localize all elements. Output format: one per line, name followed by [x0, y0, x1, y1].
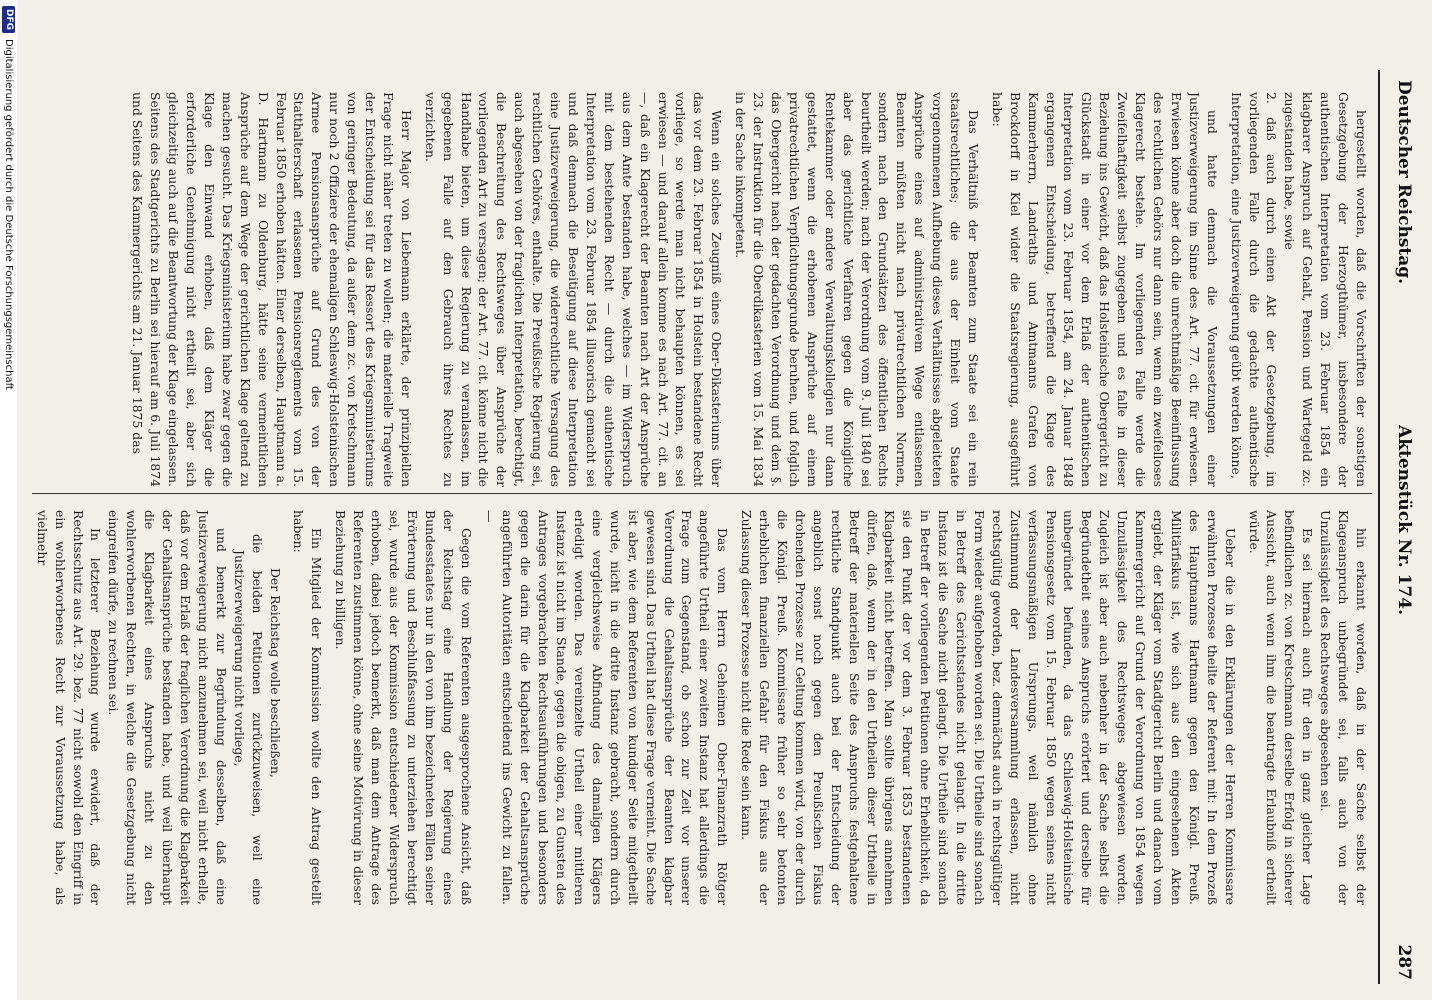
dfg-logo: DFG	[2, 6, 15, 33]
column-divider	[32, 493, 1372, 494]
funding-credit: Digitalisierung gefördert durch die Deutsche Forschungsgemeinschaft	[3, 39, 14, 390]
paragraph: und bemerkt zur Begründung desselben, daß eine Justizverweigerung nicht anzunehmen sei, weil nicht erhelle, daß vor dem Erlaß der fraglichen Verordnung die Klagbarkeit der Gehaltsansprüche bestanden habe, und weil überhaupt die Klagbarkeit eines Anspruchs nicht zu den wohlerworbenen Rechten, in welche die Gesetzgebung nicht eingreifen dürfe, zu rechnen sei.	[106, 510, 229, 905]
paragraph: und hatte demnach die Voraussetzungen einer Justizverweigerung im Sinne des Art. 77. cit. für erwiesen. Erwiesen könne aber doch die unrechtmäßige Beeinflussung des rechtlichen Gehörs nur dann sein, wenn ein zweifelloses Klagerecht bestehe. Im vorliegenden Falle werde die Zweifelhaftigkeit selbst zugegeben und es falle in dieser Beziehung ins Gewicht, daß das Holsteinische Obergericht zu Glückstadt in einer vor dem Erlaß der authentischen Interpretation vom 23. Februar 1854, am 24. Januar 1848 ergangenen Entscheidung, betreffend die Klage des Kammerherrn, Landraths und Amtmanns Grafen von Brockdorff in Kiel wider die Staatsregierung, ausgeführt habe:	[989, 92, 1220, 487]
running-head-title: Deutscher Reichstag.	[1394, 80, 1414, 285]
motion-heading: Der Reichstag wolle beschließen,	[267, 568, 283, 778]
paragraph: Es sei hiernach auch für den in ganz gleicher Lage befindlichen zc. von Kretschmann derselbe Erfolg in sicherer Aussicht, auch wenn ihm die beantragte Erlaubniß ertheilt würde.	[1246, 510, 1316, 905]
paragraph: Gegen die vom Referenten ausgesprochene Ansicht, daß der Reichstag eine Handlung der Regierung eines Bundesstaates nur in den von ihm bezeichneten Fällen seiner Erörterung und Beschlußfassung zu unterziehen berechtigt sei, wurde aus der Kommission entschiedener Widerspruch erhoben, dabei jedoch bemerkt, daß man dem Antrage des Referenten zustimmen könne, ohne seine Motivirung in dieser Beziehung zu billigen.	[333, 510, 474, 905]
paragraph: hergestellt worden, daß die Vorschriften der sonstigen Gesetzgebung der Herzogthümer, insbesondere der authentischen Interpretation vom 23. Februar 1854 ein klagbarer Anspruch auf Gehalt, Pension und Wartegeld zc. zugestanden habe, sowie	[1282, 92, 1369, 487]
running-head	[1386, 80, 1426, 980]
paragraph: hin erkannt worden, daß in der Sache selbst der Klageanspruch unbegründet sei, falls auch von der Unzulässigkeit des Rechtsweges abgesehen sei.	[1318, 510, 1369, 905]
paragraph: In letzterer Beziehung wurde erwidert, daß der Rechtsschutz aus Art. 29. bez. 77 nicht sowohl den Eingriff in ein wohlerworbenes Recht zur Voraussetzung habe, als vielmehr	[34, 510, 104, 905]
running-head-item: Aktenstück Nr. 174.	[1394, 425, 1414, 616]
paragraph: Ueber die in den Erklärungen der Herren Kommissare erwähnten Prozesse theilte der Referent mit: In dem Prozeß des Hauptmanns Hartmann gegen den Königl. Preuß. Militärfiskus ist, wie sich aus den eingesehenen Akten ergiebt, der Kläger vom Stadtgericht Berlin und danach vom Kammergericht auf Grund der Verordnung von 1854 wegen Unzulässigkeit des Rechtsweges abgewiesen worden. Zugleich ist aber auch nebenher in der Sache selbst die Begründetheit seines Anspruchs erörtert und derselbe für unbegründet befunden, da das Schleswig-Holsteinische Pensionsgesetz vom 15. Februar 1850 wegen seines nicht verfassungsmäßigen Ursprungs, weil nämlich ohne Zustimmung der Landesversammlung erlassen, nicht rechtsgültig geworden, bez. demnächst auch in rechtsgültiger Form wieder aufgehoben worden sei. Die Urtheile sind sonach in Betreff des Gerichtsstandes nicht gelangt. In die dritte Instanz ist die Sache nicht gelangt. Die Urtheile sind sonach in Betreff der vorliegenden Petitionen ohne Erheblichkeit, da sie den Punkt der vor dem 3. Februar 1853 bestandenen Klagbarkeit nicht betreffen. Man sollte übrigens annehmen dürfen, daß, wenn der in den Urtheilen dieser Urtheile in Betreff der materiellen Seite des Anspruchs festgehaltene rechtliche Standpunkt auch bei der Entscheidung der angeblich sonst noch gegen den Preußischen Fiskus drohenden Prozesse zur Geltung kommen wird, von der durch die Königl. Preuß. Kommissare früher so sehr betonten erheblichen finanziellen Gefahr für den Fiskus aus der Zulassung dieser Prozesse nicht die Rede sein kann.	[739, 510, 1238, 905]
paragraph: Das Verhältniß der Beamten zum Staate sei ein rein staatsrechtliches; die aus der Einheit vom Staate vorgenommenen Aufhebung dieses Verhältnisses abgeleiteten Ansprüche eines auf administrativem Wege entlassenen Beamten müßten nicht nach privatrechtlichen Normen, sondern nach den Grundsätzen des öffentlichen Rechts beurtheilt werden; nach der Verordnung vom 9. Juli 1840 sei aber das gerichtliche Verfahren gegen die Königliche Rentekammer oder andere Verwaltungskollegien nur dann gestattet, wenn die erhobenen Ansprüche auf einem privatrechtlichen Verpflichtungsgrunde beruhen, und folglich das Obergericht nach der gedachten Verordnung und dem §. 23. der Instruktion für die Oberdikasterien vom 15. Mai 1834 in der Sache inkompetent.	[733, 92, 981, 487]
left-column	[30, 92, 1370, 487]
motion-text: die beiden Petitionen zurückzuweisen, weil eine Justizverweigerung nicht vorliege,	[231, 534, 265, 905]
funding-credit-band	[0, 0, 17, 1000]
page-number: 287	[1394, 944, 1414, 980]
paragraph: Das vom Herrn Geheimen Ober-Finanzrath Rötger angeführte Urtheil einer zweiten Instanz hat allerdings die Frage zum Gegenstand, ob schon zur Zeit vor unserer Verordnung die Gehaltsansprüche der Beamten klagbar gewesen sind. Das Urtheil hat diese Frage verneint. Die Sache ist aber, wie dem Referenten von kundiger Seite mitgetheilt wurde, nicht in die dritte Instanz gebracht, sondern durch eine vergleichsweise Abfindung des damaligen Klägers erledigt worden. Das vereinzelte Urtheil einer mittleren Instanz ist nicht im Stande, gegen die obigen, zu Gunsten des Antrages vorgebrachten Rechtsausführungen und besonders gegen die darin für die Klagbarkeit der Gehaltsansprüche angeführten Autoritäten entscheidend ins Gewicht zu fallen. —	[482, 510, 731, 905]
paragraph: Herr Major von Liebemann erklärte, der prinzipiellen Frage nicht näher treten zu wollen; die materielle Tragweite der Entscheidung sei für das Ressort des Kriegsministeriums von geringer Bedeutung, da außer dem zc. von Kretschmann nur noch 2 Offiziere der ehemaligen Schleswig-Holsteinischen Armee Pensionsansprüche auf Grund des von der Statthalterschaft erlassenen Pensionsreglements vom 15. Februar 1850 erhoben hätten. Einer derselben, Hauptmann a. D. Hartmann zu Oldenburg, hätte seine vermeintlichen Ansprüche auf dem Wege der gerichtlichen Klage geltend zu machen gesucht. Das Kriegsministerium habe zwar gegen die Klage den Einwand erhoben, daß dem Kläger die erforderliche Genehmigung nicht ertheilt sei, aber sich gleichzeitig auch auf die Beantwortung der Klage eingelassen. Seitens des Stadtgerichts zu Berlin sei hierauf am 6. Juli 1874 und Seitens des Kammergerichts am 21. Januar 1875 das	[130, 92, 414, 487]
paragraph: 2. daß auch durch einen Akt der Gesetzgebung, im vorliegenden Falle durch die gedachte authentische Interpretation, eine Justizverweigerung geübt werden könne,	[1228, 92, 1280, 487]
paragraph: Ein Mitglied der Kommission wollte den Antrag gestellt haben:	[291, 510, 325, 905]
paragraph: Wenn ein solches Zeugniß eines Ober-Dikasteriums über das vor dem 23. Februar 1854 in Holstein bestandene Recht vorliege, so werde man nicht behaupten können, es sei erwiesen — und darauf allein komme es nach Art. 77. cit. an —, daß ein Klagerecht der Beamten nach Art der Ansprüche aus dem Amte bestanden habe, welches — im Widerspruch mit dem bestehenden Recht — durch die authentische Interpretation vom 23. Februar 1854 illusorisch gemacht sei und daß demnach die Beseitigung auf diese Interpretation eine Justizverweigerung, die widerrechtliche Versagung des rechtlichen Gehöres, enthalte. Die Preußische Regierung sei, auch abgesehen von der fraglichen Interpretation, berechtigt, die Beschreitung des Rechtsweges über Ansprüche der vorliegenden Art zu versagen; der Art. 77. cit. könne nicht die Handhabe bieten, um diese Regierung zu veranlassen, im gegebenen Falle auf den Gebrauch ihres Rechtes zu verzichten.	[422, 92, 725, 487]
right-column	[30, 510, 1370, 905]
header-rule	[1378, 70, 1380, 984]
